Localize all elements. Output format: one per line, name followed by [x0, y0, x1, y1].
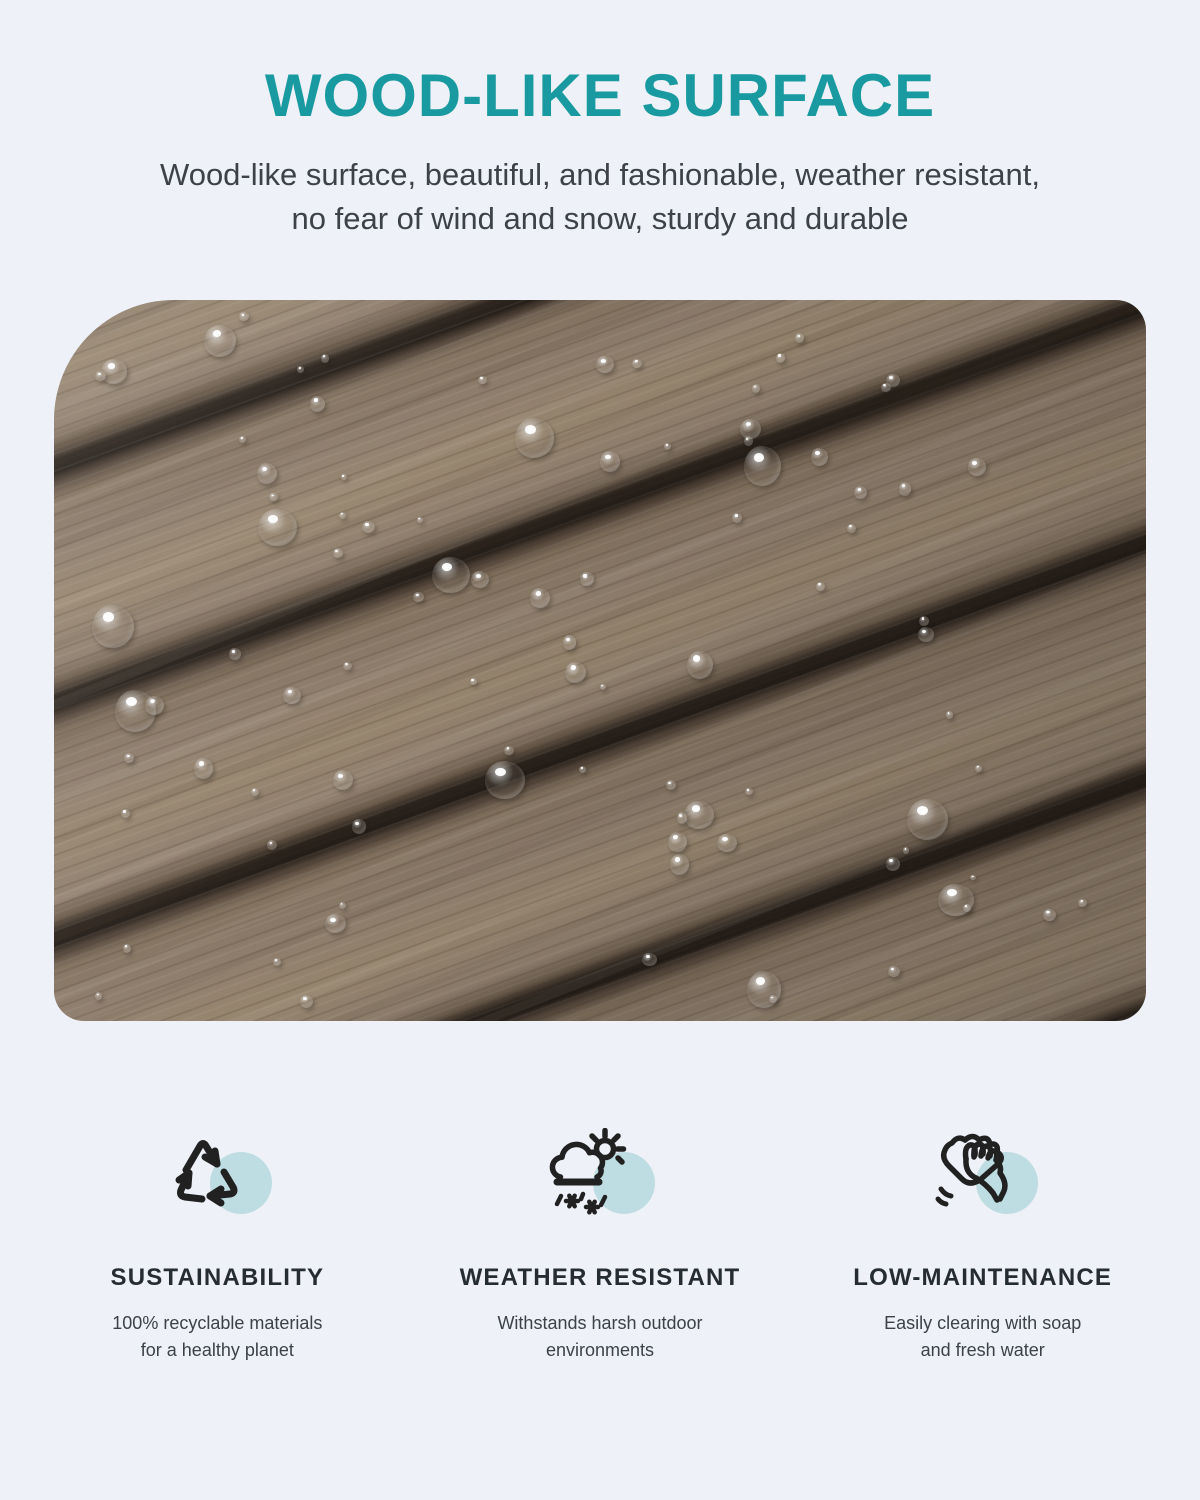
water-droplet [145, 696, 164, 715]
water-droplet [740, 419, 761, 439]
header [0, 64, 1200, 241]
water-droplet [899, 482, 912, 496]
water-droplet [907, 799, 948, 840]
page-title: WOOD-LIKE SURFACE [264, 62, 936, 129]
water-droplet [251, 788, 259, 797]
feature-description-line1: 100% recyclable materials [112, 1313, 323, 1333]
water-droplet [470, 678, 478, 685]
feature-title: WEATHER RESISTANT [459, 1264, 741, 1291]
water-droplet [530, 588, 550, 608]
water-droplet [903, 847, 910, 854]
page-subtitle-line1: Wood-like surface, beautiful, and fashionable, weather resistant, [160, 157, 1040, 192]
water-droplet [946, 711, 953, 719]
water-droplet [666, 780, 676, 790]
water-droplet [565, 662, 586, 684]
water-droplet [204, 325, 236, 357]
water-droplet [816, 582, 825, 591]
water-droplet [485, 761, 525, 799]
water-droplet [919, 616, 930, 626]
water-droplet [670, 854, 690, 876]
water-droplet [847, 524, 856, 533]
water-droplet [664, 443, 671, 450]
water-droplet [432, 557, 470, 593]
water-droplet [310, 396, 325, 412]
feature-low-maintenance [791, 1128, 1174, 1364]
water-droplet [515, 418, 555, 458]
water-droplet [478, 376, 487, 385]
page-subtitle [0, 153, 1200, 241]
water-droplet [745, 788, 753, 795]
water-droplet [339, 512, 346, 519]
water-droplet [795, 333, 804, 343]
water-droplet [963, 904, 972, 912]
water-droplet [283, 687, 301, 705]
water-droplet [600, 684, 606, 690]
water-droplet [121, 809, 131, 818]
water-droplet [269, 493, 277, 501]
water-droplet [732, 513, 742, 523]
water-droplet [747, 971, 781, 1008]
water-droplet [744, 446, 782, 487]
water-droplet [300, 995, 313, 1009]
recycle-icon [158, 1128, 276, 1232]
water-droplet [970, 875, 976, 881]
water-droplet [684, 801, 714, 830]
water-droplet [600, 451, 621, 472]
water-droplet [333, 770, 353, 790]
product-photo [54, 300, 1146, 1021]
water-droplet [95, 371, 105, 382]
water-droplet [563, 635, 576, 649]
water-droplet [580, 572, 594, 586]
water-droplet [297, 366, 304, 374]
feature-weather-resistant [409, 1128, 792, 1364]
feature-description-line1: Easily clearing with soap [884, 1313, 1082, 1333]
water-droplet [642, 953, 657, 967]
water-droplet [257, 463, 277, 484]
water-droplet [124, 753, 134, 763]
hand-wipe-icon [924, 1128, 1042, 1232]
water-droplet [194, 758, 213, 779]
weather-icon [541, 1128, 659, 1232]
water-droplet [258, 509, 297, 546]
water-droplet [325, 914, 346, 933]
water-droplet [343, 662, 352, 671]
water-droplet [744, 436, 753, 446]
water-droplet [504, 746, 513, 755]
feature-description-line2: for a healthy planet [140, 1340, 294, 1360]
feature-description [409, 1310, 792, 1364]
water-droplet [413, 592, 424, 602]
feature-description-line2: and fresh water [920, 1340, 1045, 1360]
water-droplet [1043, 909, 1056, 921]
water-droplet [677, 812, 688, 823]
water-droplet [101, 359, 127, 383]
water-droplet [975, 765, 982, 772]
water-droplet [579, 766, 586, 773]
feature-description-line1: Withstands harsh outdoor [497, 1313, 703, 1333]
water-droplet [811, 448, 828, 466]
water-droplet [918, 627, 935, 642]
water-droplet [687, 651, 713, 679]
water-droplet [362, 521, 375, 533]
feature-sustainability [26, 1128, 409, 1364]
water-droplet [717, 834, 737, 853]
water-droplet [881, 383, 891, 392]
hand-wipe-icon-glyph [924, 1128, 1020, 1224]
water-droplet [267, 840, 277, 850]
water-droplet [229, 648, 242, 660]
water-droplet [321, 354, 330, 363]
water-droplet [92, 605, 134, 648]
water-droplet [886, 857, 901, 871]
feature-description [26, 1310, 409, 1364]
feature-description [791, 1310, 1174, 1364]
water-droplet [339, 902, 346, 909]
feature-description-line2: environments [545, 1340, 655, 1360]
water-droplet [417, 517, 423, 523]
water-droplet [968, 458, 986, 475]
water-droplet [273, 958, 282, 966]
water-droplet [854, 486, 867, 499]
water-droplet [239, 436, 246, 443]
water-droplet [1078, 899, 1086, 908]
feature-title: LOW-MAINTENANCE [853, 1264, 1113, 1291]
water-droplet [239, 312, 249, 321]
water-droplet [123, 944, 132, 953]
feature-title: SUSTAINABILITY [110, 1264, 325, 1291]
water-droplet [471, 571, 489, 588]
page-subtitle-line2: no fear of wind and snow, sturdy and durable [291, 201, 909, 237]
water-droplet [888, 966, 900, 977]
water-droplet [333, 548, 343, 557]
feature-row [0, 1128, 1200, 1364]
water-droplet [668, 832, 687, 852]
water-droplet [341, 474, 347, 480]
water-droplet [352, 819, 366, 834]
weather-icon-glyph [541, 1128, 637, 1224]
water-droplet [632, 359, 642, 369]
water-droplet [752, 384, 760, 393]
water-droplet [776, 353, 785, 363]
water-droplet [95, 992, 102, 999]
water-droplet [596, 356, 613, 373]
recycle-icon-glyph [158, 1128, 254, 1224]
